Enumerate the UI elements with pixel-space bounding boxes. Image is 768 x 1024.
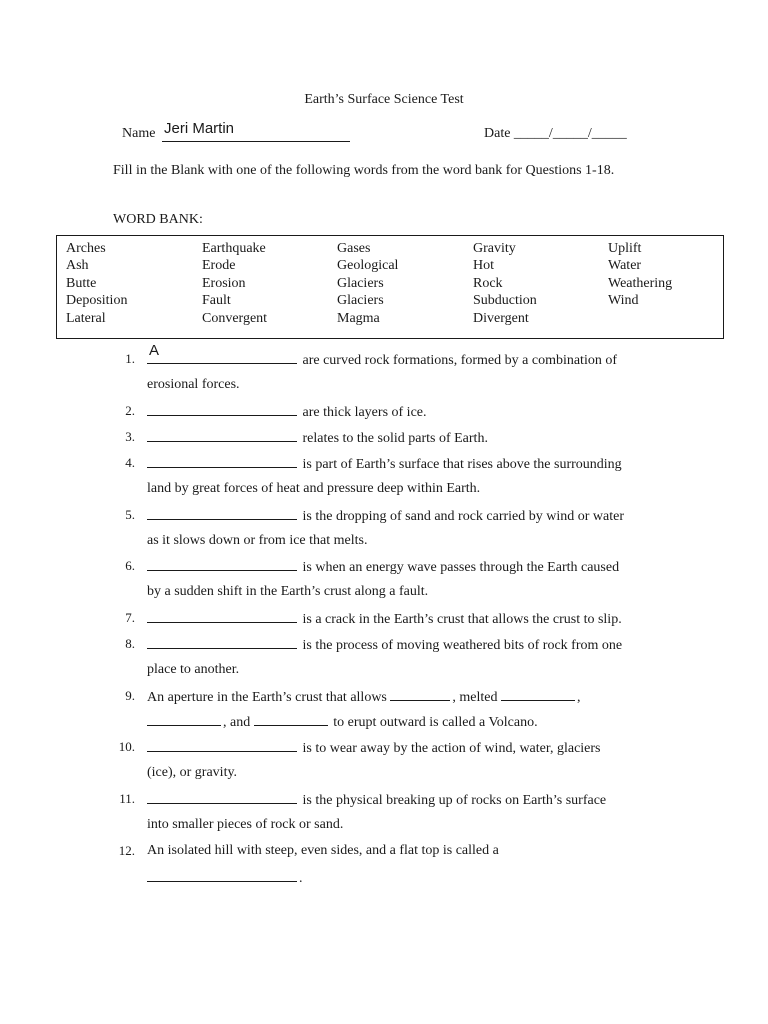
question-text: . [299, 871, 303, 886]
answer-blank[interactable] [147, 403, 297, 416]
question-number: 4. [125, 455, 135, 470]
word-bank-word: Divergent [473, 310, 529, 326]
word-bank-word: Hot [473, 258, 494, 274]
word-bank-column [337, 240, 398, 327]
word-bank-word: Subduction [473, 293, 537, 309]
question-text: relates to the solid parts of Earth. [302, 431, 488, 446]
answer-blank[interactable] [147, 739, 297, 752]
word-bank-word: Ash [66, 258, 89, 274]
question-text: An aperture in the Earth’s crust that allows [147, 690, 387, 705]
answer-blank[interactable] [147, 713, 221, 726]
question-number: 5. [125, 507, 135, 522]
question-text: erosional forces. [147, 377, 240, 392]
question-number: 11. [119, 791, 135, 806]
question-text: land by great forces of heat and pressure deep within Earth. [147, 481, 481, 496]
answer-blank[interactable] [147, 558, 297, 571]
answer-blank[interactable] [390, 688, 450, 701]
question-text: is a crack in the Earth’s crust that allows the crust to slip. [302, 612, 622, 627]
answer-blank[interactable] [147, 507, 297, 520]
answer-blank[interactable] [254, 713, 328, 726]
question-text: , [576, 690, 581, 705]
word-bank-word: Water [608, 258, 642, 274]
word-bank [56, 235, 724, 339]
word-bank-label: WORD BANK: [113, 212, 203, 227]
page-title: Earth’s Surface Science Test [304, 92, 464, 107]
word-bank-word: Lateral [66, 310, 106, 326]
answer-blank[interactable] [147, 455, 297, 468]
question-number: 8. [125, 636, 135, 651]
question-text: is the dropping of sand and rock carried by wind or water [302, 509, 625, 524]
question-text: , and [223, 715, 251, 730]
word-bank-word: Erosion [202, 275, 246, 291]
word-bank-column [473, 240, 537, 327]
question-text: is to wear away by the action of wind, water, glaciers [302, 741, 601, 756]
word-bank-word: Rock [473, 275, 503, 291]
question-text: into smaller pieces of rock or sand. [147, 817, 344, 832]
word-bank-word: Gravity [473, 241, 516, 256]
name-value: Jeri Martin [164, 120, 235, 137]
question-number: 2. [125, 403, 135, 418]
question-text: place to another. [147, 662, 240, 677]
word-bank-word: Geological [337, 258, 399, 274]
answer-blank[interactable] [147, 610, 297, 623]
word-bank-word: Convergent [202, 310, 268, 326]
word-bank-column [66, 240, 127, 327]
question-text: is the physical breaking up of rocks on Earth’s surface [302, 793, 607, 808]
answer-blank[interactable] [147, 429, 297, 442]
question-number: 12. [118, 843, 135, 858]
word-bank-word: Wind [608, 293, 639, 309]
word-bank-word: Magma [337, 310, 380, 326]
answer-blank[interactable] [501, 688, 575, 701]
name-label: Name [122, 126, 156, 141]
date-field[interactable]: Date _____/_____/_____ [484, 126, 627, 141]
word-bank-word: Erode [202, 258, 236, 274]
word-bank-word: Earthquake [202, 241, 266, 256]
word-bank-word: Gases [337, 241, 371, 256]
word-bank-word: Deposition [66, 293, 128, 309]
question-text: are thick layers of ice. [302, 405, 427, 420]
question-number: 9. [125, 688, 135, 703]
word-bank-word: Glaciers [337, 293, 384, 309]
word-bank-column [608, 240, 672, 310]
question-text: is the process of moving weathered bits of rock from one [302, 638, 623, 653]
question-text: as it slows down or from ice that melts. [147, 533, 368, 548]
word-bank-word: Fault [202, 293, 231, 309]
question-number: 3. [125, 429, 135, 444]
instructions: Fill in the Blank with one of the following words from the word bank for Questions 1-18. [113, 163, 615, 178]
answer-blank[interactable] [147, 791, 297, 804]
word-bank-word: Arches [66, 241, 106, 256]
answer-blank[interactable] [147, 636, 297, 649]
question-text: An isolated hill with steep, even sides, and a flat top is called a [147, 843, 499, 858]
question-text: , melted [452, 690, 498, 705]
answer-text: A [149, 342, 160, 359]
word-bank-column [202, 240, 267, 327]
question-text: is part of Earth’s surface that rises above the surrounding [302, 457, 622, 472]
question-text: is when an energy wave passes through the Earth caused [302, 560, 620, 575]
question-number: 6. [125, 558, 135, 573]
question-text: by a sudden shift in the Earth’s crust along a fault. [147, 584, 429, 599]
question-number: 7. [125, 610, 135, 625]
word-bank-word: Uplift [608, 241, 642, 256]
question-number: 10. [118, 739, 135, 754]
word-bank-word: Glaciers [337, 275, 384, 291]
answer-blank[interactable] [147, 869, 297, 882]
word-bank-word: Butte [66, 275, 97, 291]
question-text: (ice), or gravity. [147, 765, 238, 780]
question-number: 1. [125, 351, 135, 366]
answer-blank[interactable] [147, 342, 297, 364]
question-text: are curved rock formations, formed by a combination of [302, 353, 618, 368]
question-text: to erupt outward is called a Volcano. [333, 715, 538, 730]
word-bank-word: Weathering [608, 275, 673, 291]
